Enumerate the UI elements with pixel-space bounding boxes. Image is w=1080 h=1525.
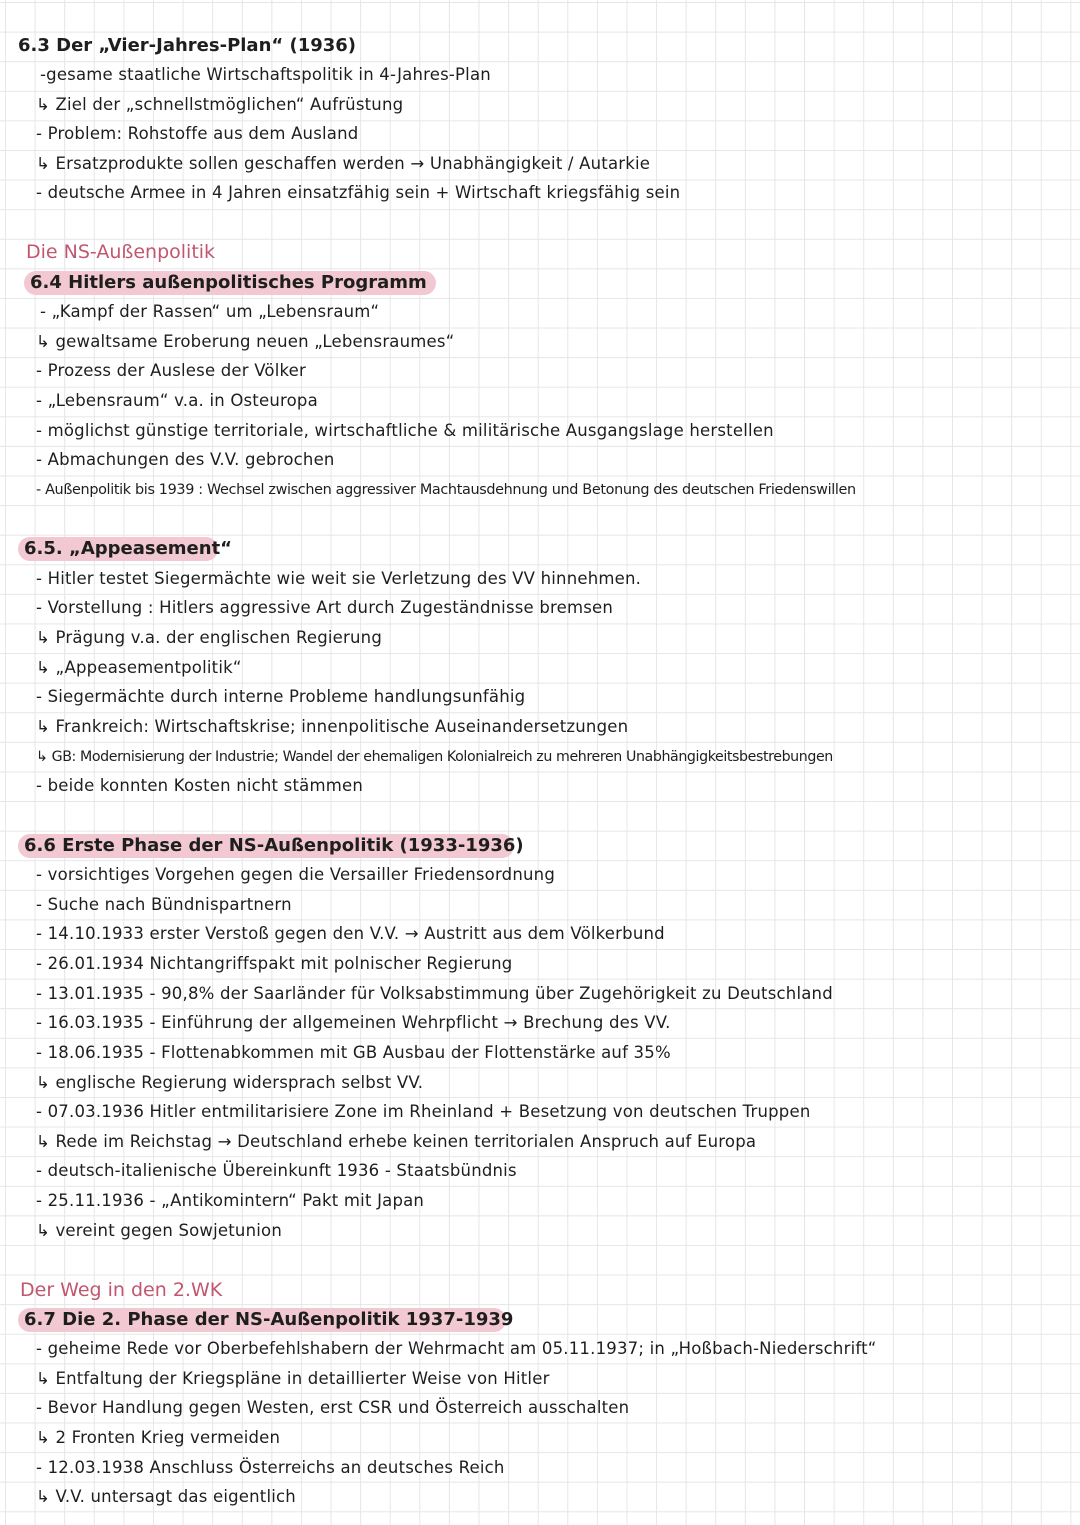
note-line: - Prozess der Auslese der Völker [36, 361, 306, 380]
note-line: ↳ Ersatzprodukte sollen geschaffen werden → Unabhängigkeit / Autarkie [36, 154, 651, 173]
note-line: - „Lebensraum“ v.a. in Osteuropa [36, 391, 318, 410]
note-line: ↳ GB: Modernisierung der Industrie; Wandel der ehemaligen Kolonialreich zu mehreren Unabhängigkeitsbestrebungen [36, 749, 833, 765]
heading-6-5: 6.5. „Appeasement“ [18, 537, 218, 561]
note-line: - deutsch-italienische Übereinkunft 1936 - Staatsbündnis [36, 1161, 517, 1180]
note-line: ↳ V.V. untersagt das eigentlich [36, 1487, 296, 1506]
heading-6-4: 6.4 Hitlers außenpolitisches Programm [24, 271, 436, 295]
note-line: - 16.03.1935 - Einführung der allgemeinen Wehrpflicht → Brechung des VV. [36, 1013, 671, 1032]
note-line: - 13.01.1935 - 90,8% der Saarländer für Volksabstimmung über Zugehörigkeit zu Deutschland [36, 984, 833, 1003]
heading-6-6: 6.6 Erste Phase der NS-Außenpolitik (1933-1936) [18, 834, 514, 858]
note-line: - 26.01.1934 Nichtangriffspakt mit polnischer Regierung [36, 954, 513, 973]
note-line: - „Kampf der Rassen“ um „Lebensraum“ [40, 302, 380, 321]
note-line: ↳ gewaltsame Eroberung neuen „Lebensraumes“ [36, 332, 455, 351]
note-line: - 25.11.1936 - „Antikomintern“ Pakt mit Japan [36, 1191, 425, 1210]
note-line: - Siegermächte durch interne Probleme handlungsunfähig [36, 687, 526, 706]
note-line: -gesame staatliche Wirtschaftspolitik in 4-Jahres-Plan [40, 65, 491, 84]
note-line: - 18.06.1935 - Flottenabkommen mit GB Ausbau der Flottenstärke auf 35% [36, 1043, 671, 1062]
heading-6-7: 6.7 Die 2. Phase der NS-Außenpolitik 1937-1939 [18, 1308, 506, 1332]
note-line: - Bevor Handlung gegen Westen, erst CSR und Österreich ausschalten [36, 1398, 630, 1417]
note-line: ↳ vereint gegen Sowjetunion [36, 1221, 282, 1240]
note-line: - Abmachungen des V.V. gebrochen [36, 450, 335, 469]
note-line: - Vorstellung : Hitlers aggressive Art durch Zugeständnisse bremsen [36, 598, 614, 617]
note-line: ↳ „Appeasementpolitik“ [36, 658, 242, 677]
note-line: - möglichst günstige territoriale, wirtschaftliche & militärische Ausgangslage herstellen [36, 421, 774, 440]
note-line: ↳ Ziel der „schnellstmöglichen“ Aufrüstung [36, 95, 404, 114]
section-title-ns-aussenpolitik: Die NS-Außenpolitik [26, 241, 216, 263]
note-line: ↳ Frankreich: Wirtschaftskrise; innenpolitische Auseinandersetzungen [36, 717, 629, 736]
note-line: - Suche nach Bündnispartnern [36, 895, 292, 914]
note-line: ↳ Entfaltung der Kriegspläne in detaillierter Weise von Hitler [36, 1369, 550, 1388]
note-line: - 07.03.1936 Hitler entmilitarisiere Zone im Rheinland + Besetzung von deutschen Truppen [36, 1102, 811, 1121]
note-line: ↳ Prägung v.a. der englischen Regierung [36, 628, 383, 647]
note-line: - 12.03.1938 Anschluss Österreichs an deutsches Reich [36, 1458, 505, 1477]
note-line: - Problem: Rohstoffe aus dem Ausland [36, 124, 359, 143]
note-line: - 14.10.1933 erster Verstoß gegen den V.V. → Austritt aus dem Völkerbund [36, 924, 665, 943]
note-line: - deutsche Armee in 4 Jahren einsatzfähig sein + Wirtschaft kriegsfähig sein [36, 183, 681, 202]
note-line: - Außenpolitik bis 1939 : Wechsel zwischen aggressiver Machtausdehnung und Betonung des deutschen Friedenswillen [36, 482, 856, 498]
section-title-weg-in-den-2wk: Der Weg in den 2.WK [20, 1279, 223, 1301]
note-line: - beide konnten Kosten nicht stämmen [36, 776, 364, 795]
note-line: - vorsichtiges Vorgehen gegen die Versailler Friedensordnung [36, 865, 555, 884]
note-line: ↳ Rede im Reichstag → Deutschland erhebe keinen territorialen Anspruch auf Europa [36, 1132, 757, 1151]
note-line: ↳ 2 Fronten Krieg vermeiden [36, 1428, 281, 1447]
heading-6-3: 6.3 Der „Vier-Jahres-Plan“ (1936) [18, 35, 357, 56]
note-line: - geheime Rede vor Oberbefehlshabern der Wehrmacht am 05.11.1937; in „Hoßbach-Niederschrift“ [36, 1339, 877, 1358]
note-line: - Hitler testet Siegermächte wie weit sie Verletzung des VV hinnehmen. [36, 569, 642, 588]
note-line: ↳ englische Regierung widersprach selbst VV. [36, 1073, 424, 1092]
